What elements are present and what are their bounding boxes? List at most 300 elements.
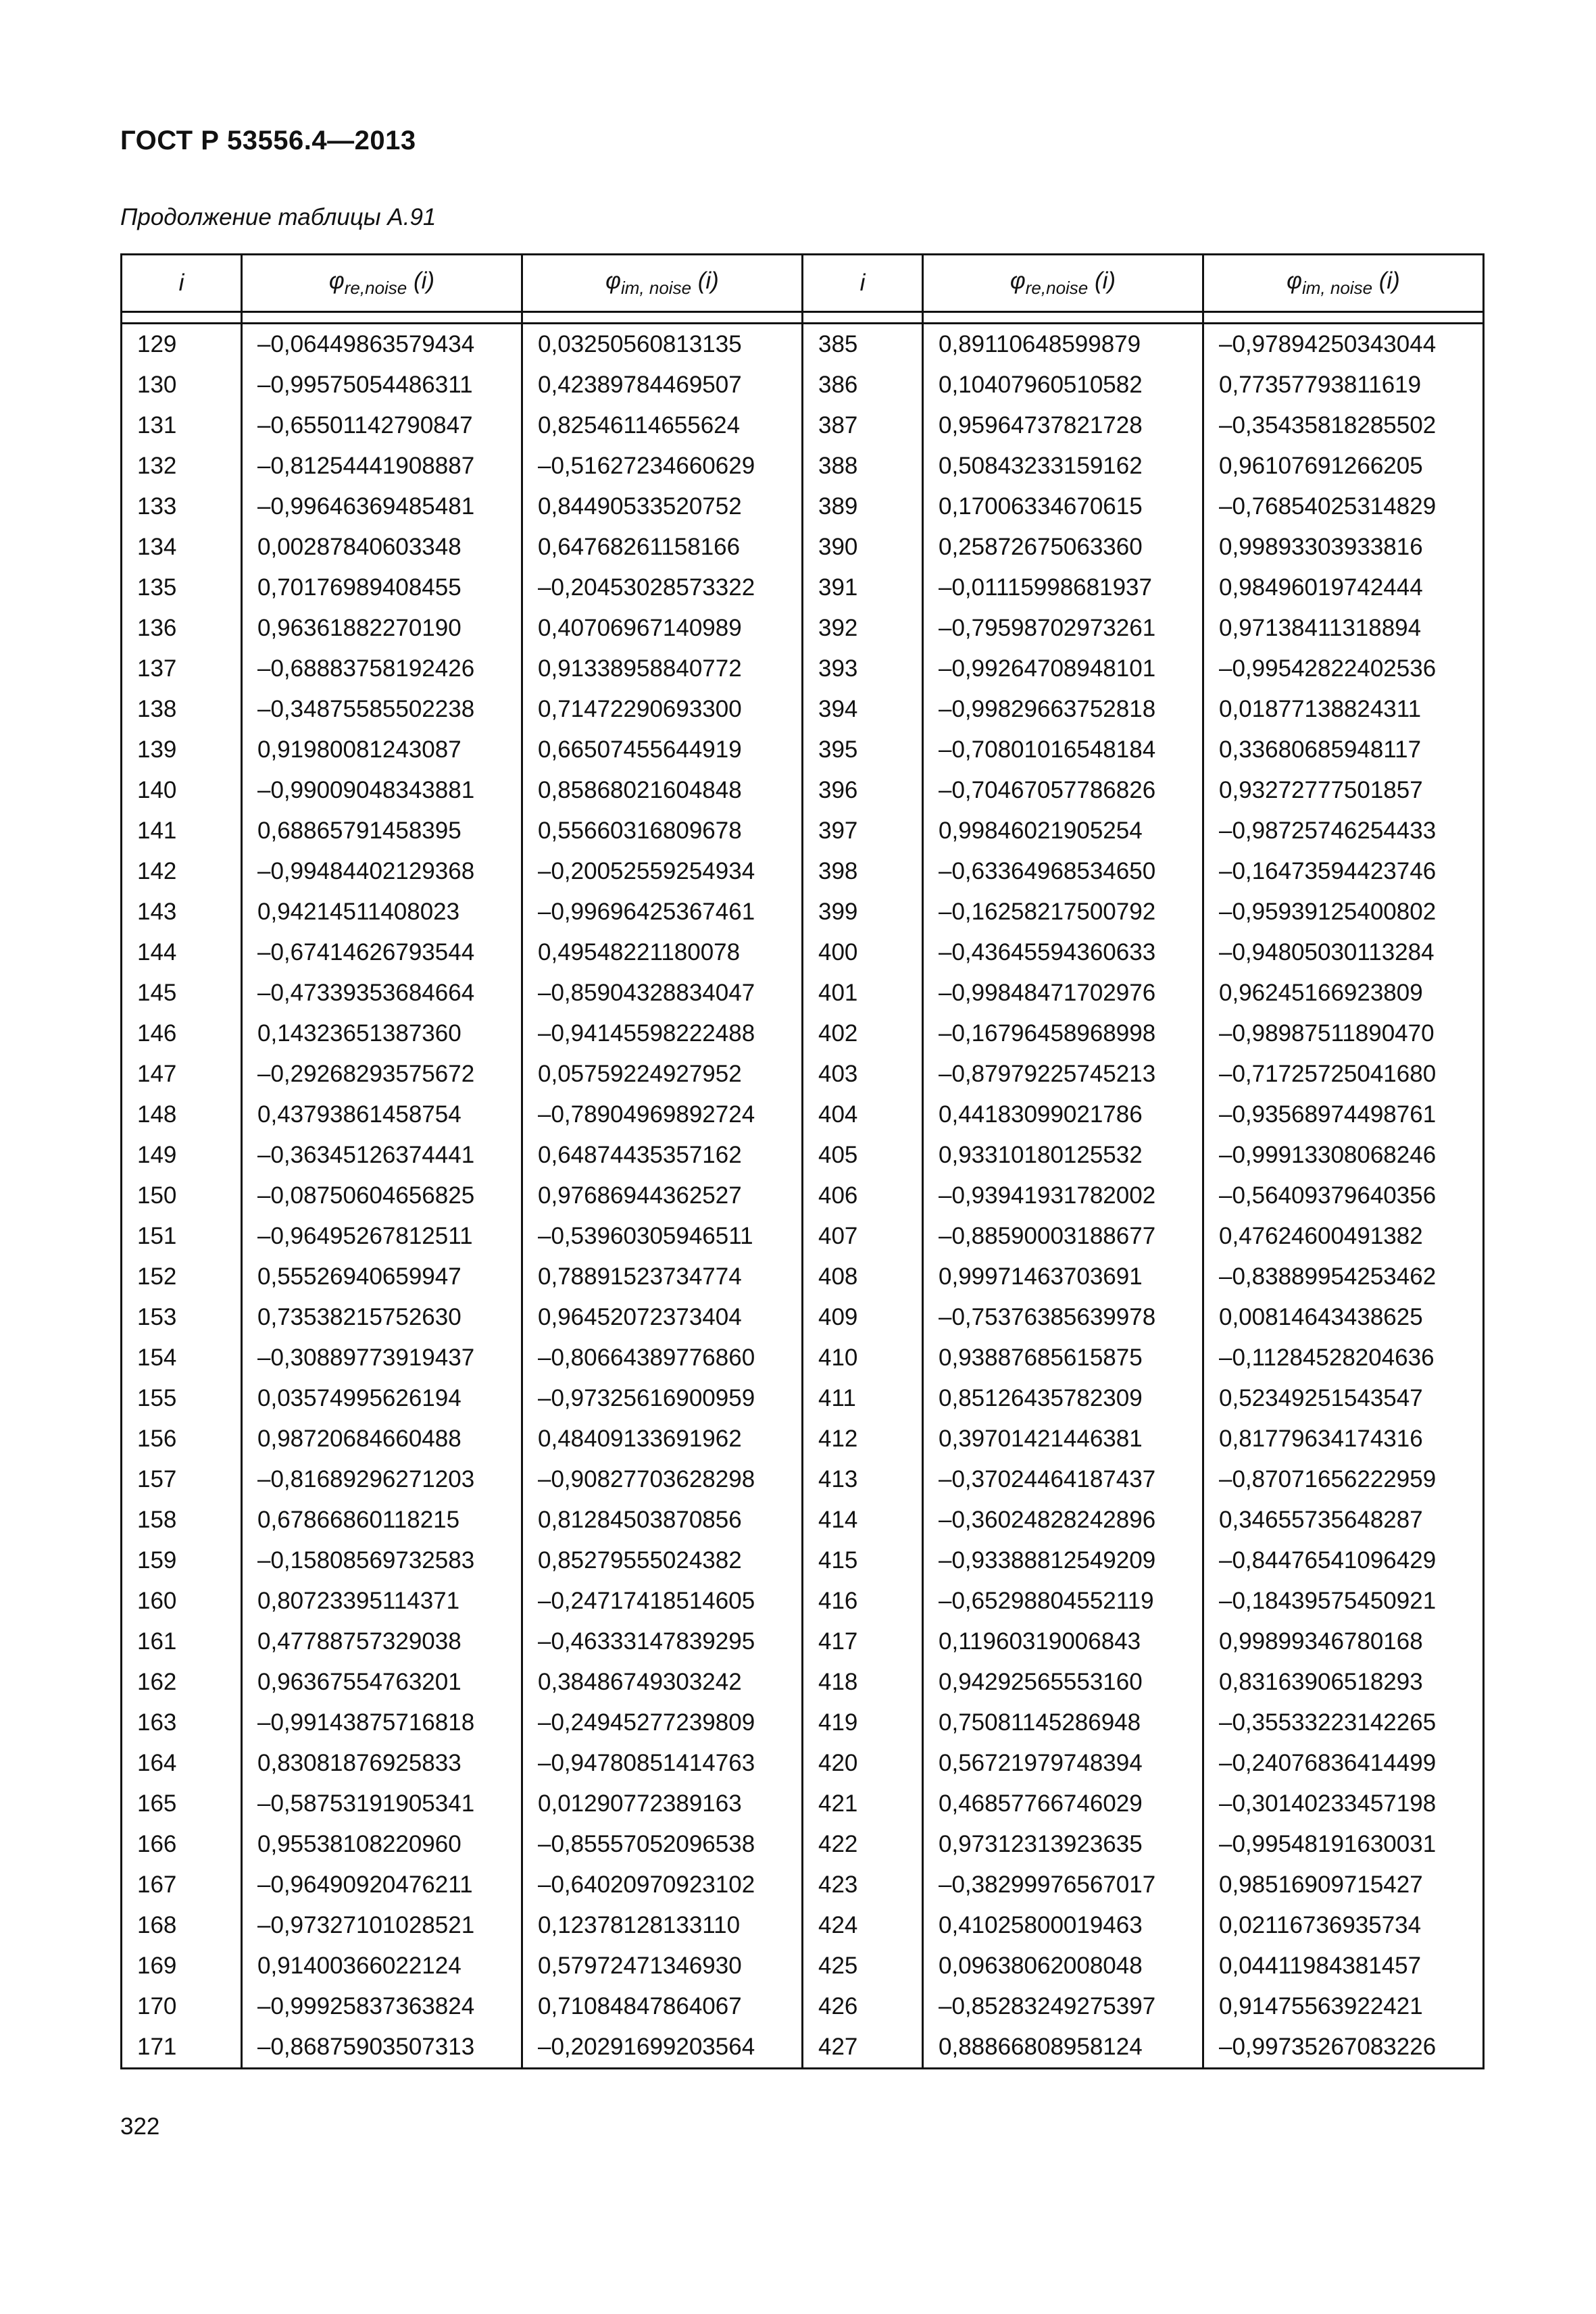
table-row (122, 892, 1484, 932)
data-table (120, 253, 1485, 2069)
value-cell: –0,20453028573322 (522, 568, 803, 608)
table-row (122, 527, 1484, 568)
value-cell: 0,99846021905254 (923, 811, 1203, 851)
value-cell: 0,43793861458754 (242, 1095, 522, 1135)
value-cell: 0,56721979748394 (923, 1743, 1203, 1784)
index-cell: 170 (122, 1986, 242, 2027)
table-row (122, 1013, 1484, 1054)
index-cell: 405 (803, 1135, 923, 1176)
table-row (122, 365, 1484, 405)
index-cell: 167 (122, 1865, 242, 1905)
table-row (122, 1905, 1484, 1946)
index-cell: 402 (803, 1013, 923, 1054)
table-row (122, 1621, 1484, 1662)
index-cell: 163 (122, 1703, 242, 1743)
value-cell: 0,64874435357162 (522, 1135, 803, 1176)
value-cell: –0,99735267083226 (1203, 2027, 1484, 2069)
value-cell: 0,48409133691962 (522, 1419, 803, 1459)
index-cell: 160 (122, 1581, 242, 1621)
index-cell: 142 (122, 851, 242, 892)
header-argument: (i) (1088, 268, 1116, 294)
value-cell: –0,93941931782002 (923, 1176, 1203, 1216)
index-cell: 420 (803, 1743, 923, 1784)
value-cell: 0,73538215752630 (242, 1297, 522, 1338)
table-row (122, 932, 1484, 973)
index-cell: 171 (122, 2027, 242, 2069)
table-row (122, 1986, 1484, 2027)
index-cell: 412 (803, 1419, 923, 1459)
index-cell: 403 (803, 1054, 923, 1095)
value-cell: 0,83163906518293 (1203, 1662, 1484, 1703)
value-cell: –0,18439575450921 (1203, 1581, 1484, 1621)
index-cell: 404 (803, 1095, 923, 1135)
index-cell: 151 (122, 1216, 242, 1257)
value-cell: –0,87071656222959 (1203, 1459, 1484, 1500)
value-cell: 0,99899346780168 (1203, 1621, 1484, 1662)
index-cell: 415 (803, 1540, 923, 1581)
value-cell: –0,96495267812511 (242, 1216, 522, 1257)
value-cell: –0,81254441908887 (242, 446, 522, 486)
value-cell: –0,67414626793544 (242, 932, 522, 973)
index-cell: 153 (122, 1297, 242, 1338)
value-cell: 0,77357793811619 (1203, 365, 1484, 405)
table-row (122, 1703, 1484, 1743)
table-row (122, 2027, 1484, 2069)
index-cell: 423 (803, 1865, 923, 1905)
index-cell: 141 (122, 811, 242, 851)
table-row (122, 1054, 1484, 1095)
table-row (122, 1500, 1484, 1540)
index-cell: 158 (122, 1500, 242, 1540)
value-cell: 0,93887685615875 (923, 1338, 1203, 1378)
index-cell: 387 (803, 405, 923, 446)
value-cell: –0,08750604656825 (242, 1176, 522, 1216)
value-cell: –0,43645594360633 (923, 932, 1203, 973)
value-cell: –0,65298804552119 (923, 1581, 1203, 1621)
value-cell: –0,97894250343044 (1203, 324, 1484, 366)
value-cell: 0,93310180125532 (923, 1135, 1203, 1176)
index-cell: 407 (803, 1216, 923, 1257)
value-cell: 0,80723395114371 (242, 1581, 522, 1621)
value-cell: –0,99264708948101 (923, 649, 1203, 689)
value-cell: –0,15808569732583 (242, 1540, 522, 1581)
value-cell: 0,42389784469507 (522, 365, 803, 405)
header-subscript: im, noise (620, 278, 692, 298)
header-subscript: re,noise (344, 278, 407, 298)
value-cell: –0,87979225745213 (923, 1054, 1203, 1095)
header-subscript: re,noise (1025, 278, 1089, 298)
table-row (122, 649, 1484, 689)
value-cell: –0,90827703628298 (522, 1459, 803, 1500)
value-cell: –0,24717418514605 (522, 1581, 803, 1621)
table-row (122, 1297, 1484, 1338)
index-cell: 395 (803, 730, 923, 770)
index-cell: 414 (803, 1500, 923, 1540)
index-cell: 137 (122, 649, 242, 689)
value-cell: 0,98720684660488 (242, 1419, 522, 1459)
value-cell: 0,46857766746029 (923, 1784, 1203, 1824)
header-cell-5 (1203, 255, 1484, 312)
value-cell: 0,91475563922421 (1203, 1986, 1484, 2027)
value-cell: 0,05759224927952 (522, 1054, 803, 1095)
value-cell: –0,93568974498761 (1203, 1095, 1484, 1135)
value-cell: 0,85279555024382 (522, 1540, 803, 1581)
value-cell: –0,98987511890470 (1203, 1013, 1484, 1054)
value-cell: –0,94145598222488 (522, 1013, 803, 1054)
value-cell: –0,36024828242896 (923, 1500, 1203, 1540)
index-cell: 135 (122, 568, 242, 608)
value-cell: 0,00287840603348 (242, 527, 522, 568)
value-cell: 0,11960319006843 (923, 1621, 1203, 1662)
document-title: ГОСТ Р 53556.4—2013 (120, 126, 416, 155)
value-cell: 0,09638062008048 (923, 1946, 1203, 1986)
value-cell: –0,30889773919437 (242, 1338, 522, 1378)
value-cell: –0,64020970923102 (522, 1865, 803, 1905)
value-cell: 0,95538108220960 (242, 1824, 522, 1865)
value-cell: –0,99542822402536 (1203, 649, 1484, 689)
value-cell: –0,35435818285502 (1203, 405, 1484, 446)
index-cell: 417 (803, 1621, 923, 1662)
index-cell: 393 (803, 649, 923, 689)
value-cell: –0,53960305946511 (522, 1216, 803, 1257)
value-cell: 0,14323651387360 (242, 1013, 522, 1054)
table-row (122, 770, 1484, 811)
table-row (122, 324, 1484, 366)
table-row (122, 1257, 1484, 1297)
index-cell: 422 (803, 1824, 923, 1865)
value-cell: –0,99575054486311 (242, 365, 522, 405)
table-row (122, 1095, 1484, 1135)
index-cell: 156 (122, 1419, 242, 1459)
header-symbol: i (178, 270, 184, 296)
value-cell: 0,71472290693300 (522, 689, 803, 730)
index-cell: 424 (803, 1905, 923, 1946)
value-cell: –0,99925837363824 (242, 1986, 522, 2027)
table-row (122, 730, 1484, 770)
table-row (122, 1135, 1484, 1176)
value-cell: –0,94805030113284 (1203, 932, 1484, 973)
table-row (122, 1743, 1484, 1784)
table-caption: Продолжение таблицы А.91 (120, 204, 437, 230)
index-cell: 418 (803, 1662, 923, 1703)
index-cell: 147 (122, 1054, 242, 1095)
value-cell: 0,94292565553160 (923, 1662, 1203, 1703)
value-cell: 0,34655735648287 (1203, 1500, 1484, 1540)
header-row (122, 255, 1484, 312)
value-cell: 0,99893303933816 (1203, 527, 1484, 568)
value-cell: 0,91338958840772 (522, 649, 803, 689)
value-cell: 0,55526940659947 (242, 1257, 522, 1297)
value-cell: 0,91400366022124 (242, 1946, 522, 1986)
index-cell: 425 (803, 1946, 923, 1986)
value-cell: 0,81284503870856 (522, 1500, 803, 1540)
table-row (122, 608, 1484, 649)
value-cell: 0,95964737821728 (923, 405, 1203, 446)
header-symbol: φ (605, 268, 621, 294)
index-cell: 394 (803, 689, 923, 730)
value-cell: –0,99548191630031 (1203, 1824, 1484, 1865)
index-cell: 398 (803, 851, 923, 892)
header-symbol: i (859, 270, 866, 296)
value-cell: 0,49548221180078 (522, 932, 803, 973)
value-cell: –0,99484402129368 (242, 851, 522, 892)
value-cell: 0,97686944362527 (522, 1176, 803, 1216)
value-cell: –0,38299976567017 (923, 1865, 1203, 1905)
index-cell: 413 (803, 1459, 923, 1500)
index-cell: 154 (122, 1338, 242, 1378)
header-symbol: φ (328, 268, 345, 294)
value-cell: –0,99009048343881 (242, 770, 522, 811)
value-cell: 0,68865791458395 (242, 811, 522, 851)
index-cell: 406 (803, 1176, 923, 1216)
value-cell: 0,71084847864067 (522, 1986, 803, 2027)
value-cell: 0,96361882270190 (242, 608, 522, 649)
value-cell: –0,16473594423746 (1203, 851, 1484, 892)
value-cell: –0,56409379640356 (1203, 1176, 1484, 1216)
value-cell: 0,67866860118215 (242, 1500, 522, 1540)
value-cell: –0,76854025314829 (1203, 486, 1484, 527)
value-cell: 0,70176989408455 (242, 568, 522, 608)
value-cell: –0,34875585502238 (242, 689, 522, 730)
index-cell: 400 (803, 932, 923, 973)
table-row (122, 1946, 1484, 1986)
value-cell: 0,40706967140989 (522, 608, 803, 649)
value-cell: –0,99646369485481 (242, 486, 522, 527)
value-cell: 0,98496019742444 (1203, 568, 1484, 608)
value-cell: –0,01115998681937 (923, 568, 1203, 608)
value-cell: 0,50843233159162 (923, 446, 1203, 486)
header-cell-1 (242, 255, 522, 312)
value-cell: –0,97325616900959 (522, 1378, 803, 1419)
value-cell: 0,91980081243087 (242, 730, 522, 770)
value-cell: 0,96367554763201 (242, 1662, 522, 1703)
value-cell: 0,12378128133110 (522, 1905, 803, 1946)
value-cell: 0,89110648599879 (923, 324, 1203, 366)
value-cell: 0,96452072373404 (522, 1297, 803, 1338)
index-cell: 140 (122, 770, 242, 811)
value-cell: –0,16258217500792 (923, 892, 1203, 932)
value-cell: 0,47624600491382 (1203, 1216, 1484, 1257)
index-cell: 419 (803, 1703, 923, 1743)
value-cell: –0,96490920476211 (242, 1865, 522, 1905)
value-cell: –0,94780851414763 (522, 1743, 803, 1784)
index-cell: 169 (122, 1946, 242, 1986)
value-cell: 0,52349251543547 (1203, 1378, 1484, 1419)
value-cell: –0,20291699203564 (522, 2027, 803, 2069)
index-cell: 144 (122, 932, 242, 973)
table-row (122, 1540, 1484, 1581)
value-cell: –0,70467057786826 (923, 770, 1203, 811)
table-row (122, 1662, 1484, 1703)
index-cell: 409 (803, 1297, 923, 1338)
value-cell: –0,46333147839295 (522, 1621, 803, 1662)
value-cell: –0,35533223142265 (1203, 1703, 1484, 1743)
index-cell: 134 (122, 527, 242, 568)
index-cell: 396 (803, 770, 923, 811)
value-cell: –0,85283249275397 (923, 1986, 1203, 2027)
header-cell-4 (923, 255, 1203, 312)
index-cell: 138 (122, 689, 242, 730)
value-cell: –0,86875903507313 (242, 2027, 522, 2069)
value-cell: –0,47339353684664 (242, 973, 522, 1013)
value-cell: –0,58753191905341 (242, 1784, 522, 1824)
index-cell: 397 (803, 811, 923, 851)
header-symbol: φ (1287, 268, 1302, 294)
value-cell: 0,47788757329038 (242, 1621, 522, 1662)
value-cell: 0,02116736935734 (1203, 1905, 1484, 1946)
value-cell: –0,24076836414499 (1203, 1743, 1484, 1784)
value-cell: 0,94214511408023 (242, 892, 522, 932)
value-cell: –0,97327101028521 (242, 1905, 522, 1946)
header-argument: (i) (691, 268, 719, 294)
value-cell: –0,95939125400802 (1203, 892, 1484, 932)
value-cell: 0,38486749303242 (522, 1662, 803, 1703)
value-cell: 0,96107691266205 (1203, 446, 1484, 486)
value-cell: 0,97138411318894 (1203, 608, 1484, 649)
value-cell: –0,99143875716818 (242, 1703, 522, 1743)
index-cell: 146 (122, 1013, 242, 1054)
header-argument: (i) (407, 268, 435, 294)
index-cell: 392 (803, 608, 923, 649)
index-cell: 155 (122, 1378, 242, 1419)
value-cell: –0,37024464187437 (923, 1459, 1203, 1500)
index-cell: 411 (803, 1378, 923, 1419)
index-cell: 133 (122, 486, 242, 527)
value-cell: 0,97312313923635 (923, 1824, 1203, 1865)
index-cell: 139 (122, 730, 242, 770)
page-number: 322 (120, 2113, 160, 2140)
index-cell: 401 (803, 973, 923, 1013)
value-cell: 0,78891523734774 (522, 1257, 803, 1297)
table-row (122, 689, 1484, 730)
value-cell: 0,17006334670615 (923, 486, 1203, 527)
value-cell: –0,85557052096538 (522, 1824, 803, 1865)
index-cell: 427 (803, 2027, 923, 2069)
table-row (122, 851, 1484, 892)
index-cell: 129 (122, 324, 242, 366)
index-cell: 385 (803, 324, 923, 366)
value-cell: –0,24945277239809 (522, 1703, 803, 1743)
value-cell: –0,30140233457198 (1203, 1784, 1484, 1824)
value-cell: –0,79598702973261 (923, 608, 1203, 649)
header-separator (122, 312, 1484, 324)
header-argument: (i) (1372, 268, 1400, 294)
table-row (122, 1419, 1484, 1459)
value-cell: –0,99696425367461 (522, 892, 803, 932)
index-cell: 164 (122, 1743, 242, 1784)
header-cell-3 (803, 255, 923, 312)
index-cell: 386 (803, 365, 923, 405)
table-row (122, 405, 1484, 446)
value-cell: 0,03574995626194 (242, 1378, 522, 1419)
value-cell: 0,04411984381457 (1203, 1946, 1484, 1986)
index-cell: 390 (803, 527, 923, 568)
value-cell: 0,93272777501857 (1203, 770, 1484, 811)
table-row (122, 1378, 1484, 1419)
value-cell: 0,25872675063360 (923, 527, 1203, 568)
value-cell: 0,99971463703691 (923, 1257, 1203, 1297)
index-cell: 388 (803, 446, 923, 486)
index-cell: 143 (122, 892, 242, 932)
value-cell: 0,81779634174316 (1203, 1419, 1484, 1459)
value-cell: –0,29268293575672 (242, 1054, 522, 1095)
value-cell: –0,06449863579434 (242, 324, 522, 366)
value-cell: –0,88590003188677 (923, 1216, 1203, 1257)
value-cell: 0,66507455644919 (522, 730, 803, 770)
value-cell: –0,75376385639978 (923, 1297, 1203, 1338)
table-row (122, 1865, 1484, 1905)
value-cell: –0,80664389776860 (522, 1338, 803, 1378)
table-row (122, 1581, 1484, 1621)
header-cell-2 (522, 255, 803, 312)
value-cell: 0,75081145286948 (923, 1703, 1203, 1743)
index-cell: 131 (122, 405, 242, 446)
value-cell: 0,10407960510582 (923, 365, 1203, 405)
value-cell: 0,64768261158166 (522, 527, 803, 568)
value-cell: –0,99913308068246 (1203, 1135, 1484, 1176)
value-cell: –0,36345126374441 (242, 1135, 522, 1176)
header-symbol: φ (1009, 268, 1026, 294)
table-row (122, 486, 1484, 527)
value-cell: –0,85904328834047 (522, 973, 803, 1013)
value-cell: –0,65501142790847 (242, 405, 522, 446)
table-row (122, 1824, 1484, 1865)
value-cell: 0,44183099021786 (923, 1095, 1203, 1135)
value-cell: –0,81689296271203 (242, 1459, 522, 1500)
value-cell: –0,83889954253462 (1203, 1257, 1484, 1297)
index-cell: 408 (803, 1257, 923, 1297)
value-cell: –0,78904969892724 (522, 1095, 803, 1135)
index-cell: 150 (122, 1176, 242, 1216)
index-cell: 157 (122, 1459, 242, 1500)
header-cell-0 (122, 255, 242, 312)
index-cell: 166 (122, 1824, 242, 1865)
index-cell: 426 (803, 1986, 923, 2027)
index-cell: 159 (122, 1540, 242, 1581)
index-cell: 149 (122, 1135, 242, 1176)
value-cell: 0,82546114655624 (522, 405, 803, 446)
value-cell: 0,57972471346930 (522, 1946, 803, 1986)
value-cell: –0,98725746254433 (1203, 811, 1484, 851)
index-cell: 132 (122, 446, 242, 486)
value-cell: 0,84490533520752 (522, 486, 803, 527)
value-cell: 0,96245166923809 (1203, 973, 1484, 1013)
index-cell: 410 (803, 1338, 923, 1378)
table-row (122, 446, 1484, 486)
value-cell: 0,88866808958124 (923, 2027, 1203, 2069)
value-cell: 0,98516909715427 (1203, 1865, 1484, 1905)
header-subscript: im, noise (1301, 278, 1373, 298)
value-cell: –0,93388812549209 (923, 1540, 1203, 1581)
index-cell: 148 (122, 1095, 242, 1135)
value-cell: –0,84476541096429 (1203, 1540, 1484, 1581)
table-row (122, 973, 1484, 1013)
index-cell: 399 (803, 892, 923, 932)
index-cell: 389 (803, 486, 923, 527)
table-header (122, 255, 1484, 312)
value-cell: –0,11284528204636 (1203, 1338, 1484, 1378)
table-body (122, 312, 1484, 2069)
index-cell: 145 (122, 973, 242, 1013)
index-cell: 165 (122, 1784, 242, 1824)
value-cell: 0,01877138824311 (1203, 689, 1484, 730)
table-row (122, 1459, 1484, 1500)
value-cell: –0,71725725041680 (1203, 1054, 1484, 1095)
table-row (122, 811, 1484, 851)
value-cell: 0,00814643438625 (1203, 1297, 1484, 1338)
value-cell: –0,20052559254934 (522, 851, 803, 892)
value-cell: –0,99829663752818 (923, 689, 1203, 730)
